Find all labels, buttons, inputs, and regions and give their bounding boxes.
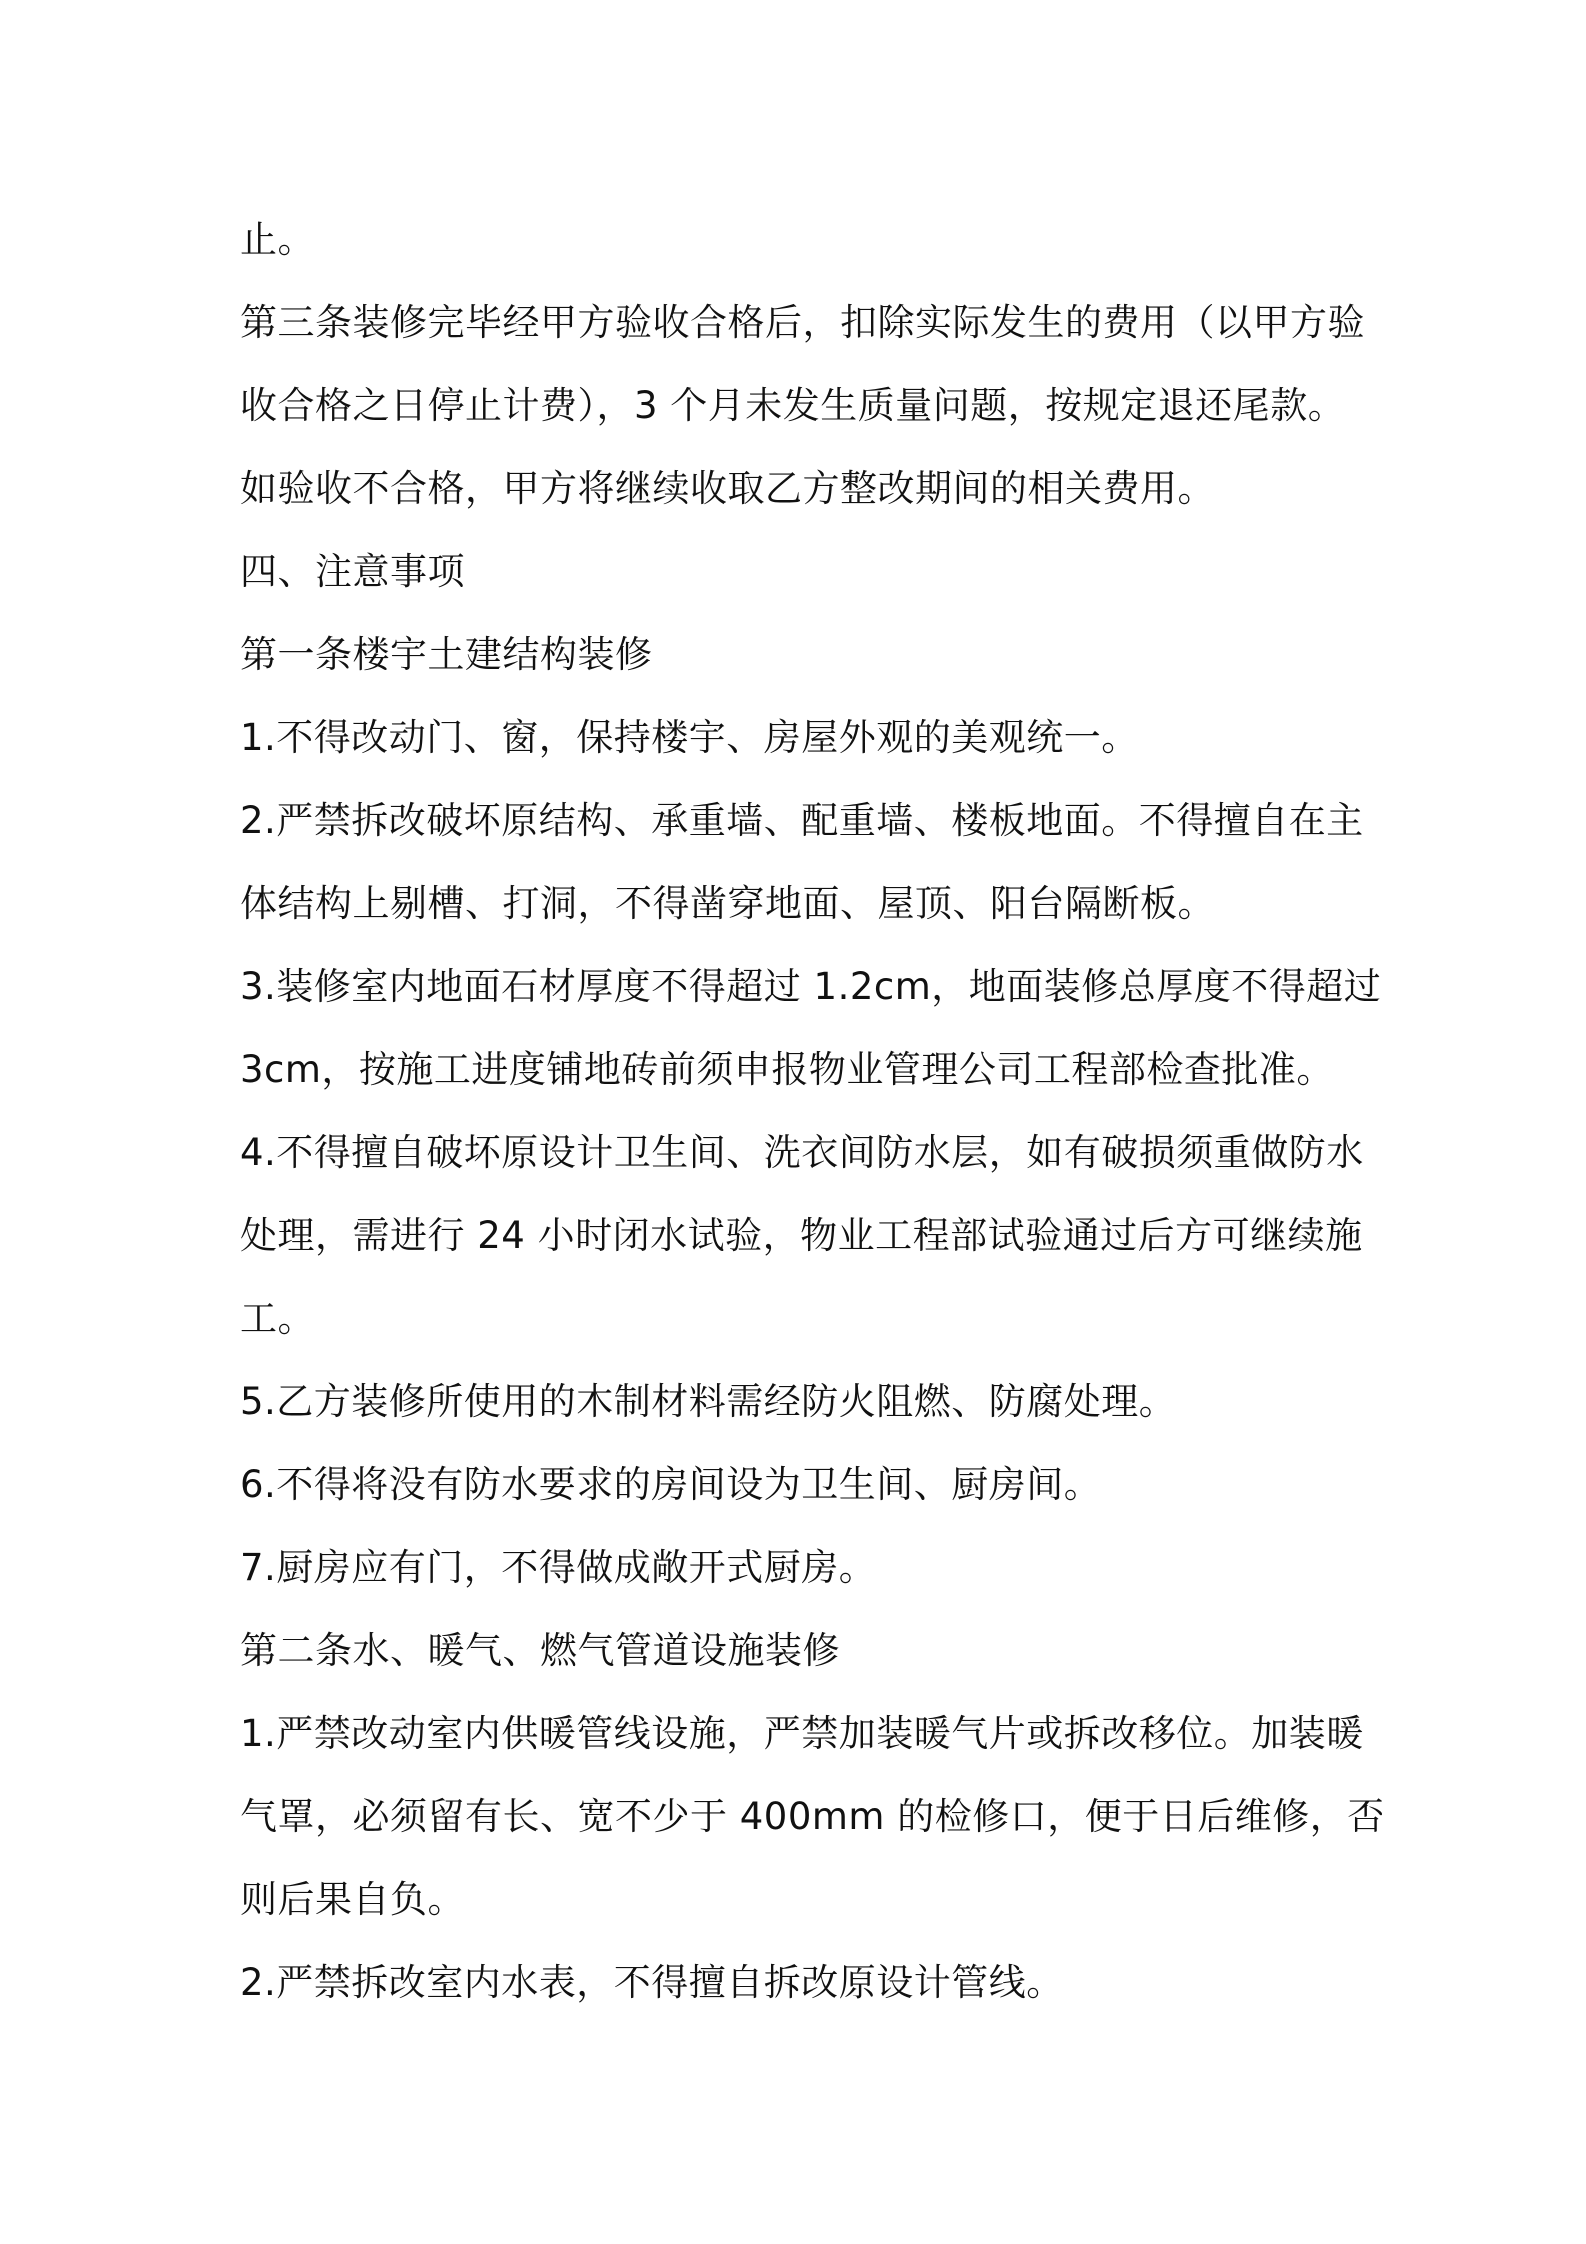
clause-heading: 第一条楼宇土建结构装修 (240, 633, 653, 676)
text-line: 气罩，必须留有长、宽不少于 400mm 的检修口，便于日后维修，否 (240, 1795, 1385, 1838)
text-line: 止。 (240, 218, 315, 261)
text-line: 1.严禁改动室内供暖管线设施，严禁加装暖气片或拆改移位。加装暖 (240, 1712, 1364, 1755)
text-line: 第三条装修完毕经甲方验收合格后，扣除实际发生的费用（以甲方验 (240, 301, 1365, 344)
text-line: 3.装修室内地面石材厚度不得超过 1.2cm，地面装修总厚度不得超过 (240, 965, 1382, 1008)
text-line: 6.不得将没有防水要求的房间设为卫生间、厨房间。 (240, 1463, 1102, 1506)
text-line: 2.严禁拆改破坏原结构、承重墙、配重墙、楼板地面。不得擅自在主 (240, 799, 1364, 842)
text-line: 7.厨房应有门，不得做成敞开式厨房。 (240, 1546, 877, 1589)
text-line: 处理，需进行 24 小时闭水试验，物业工程部试验通过后方可继续施 (240, 1214, 1363, 1257)
text-line: 如验收不合格，甲方将继续收取乙方整改期间的相关费用。 (240, 467, 1215, 510)
text-line: 工。 (240, 1297, 315, 1340)
text-line: 2.严禁拆改室内水表，不得擅自拆改原设计管线。 (240, 1961, 1064, 2004)
clause-heading: 第二条水、暖气、燃气管道设施装修 (240, 1629, 840, 1672)
text-line: 1.不得改动门、窗，保持楼宇、房屋外观的美观统一。 (240, 716, 1139, 759)
text-line: 则后果自负。 (240, 1878, 465, 1921)
text-line: 5.乙方装修所使用的木制材料需经防火阻燃、防腐处理。 (240, 1380, 1177, 1423)
text-line: 3cm，按施工进度铺地砖前须申报物业管理公司工程部检查批准。 (240, 1048, 1334, 1091)
text-line: 4.不得擅自破坏原设计卫生间、洗衣间防水层，如有破损须重做防水 (240, 1131, 1364, 1174)
text-line: 体结构上剔槽、打洞，不得凿穿地面、屋顶、阳台隔断板。 (240, 882, 1215, 925)
section-heading: 四、注意事项 (240, 550, 465, 593)
text-line: 收合格之日停止计费），3 个月未发生质量问题，按规定退还尾款。 (240, 384, 1346, 427)
document-body (240, 198, 1385, 2024)
